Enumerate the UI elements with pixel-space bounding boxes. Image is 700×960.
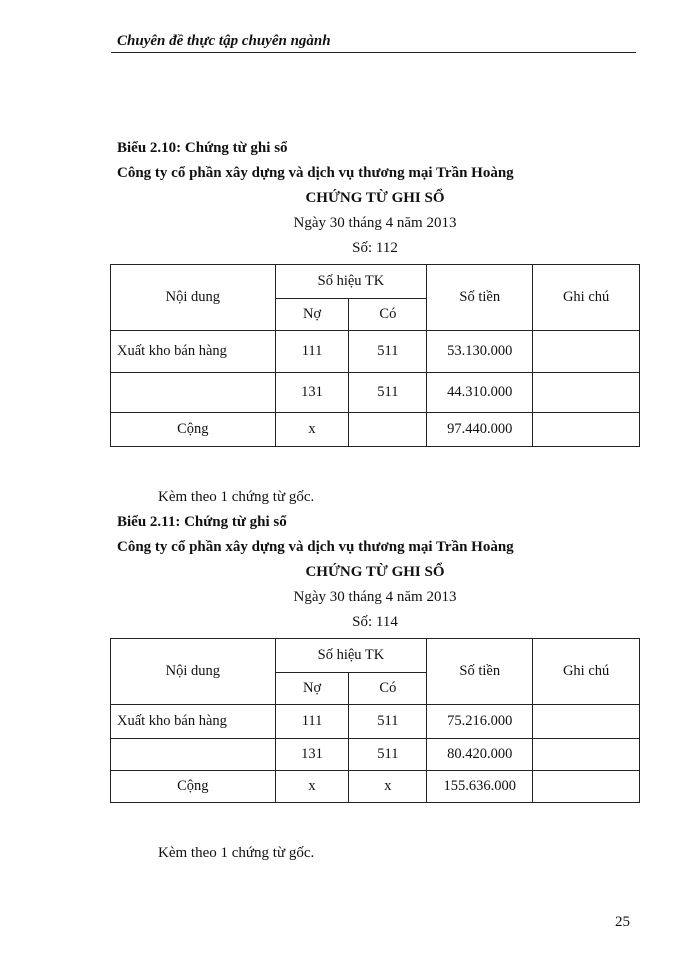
voucher-1-table [110,264,640,447]
voucher-2-number: Số: 114 [352,614,398,630]
col-header-content: Nội dung [111,265,276,331]
voucher-2-table [110,638,640,803]
col-header-debit: Nợ [275,673,349,705]
col-header-account: Số hiệu TK [275,639,427,673]
cell-note [533,331,640,373]
cell-debit: 131 [275,739,349,771]
col-header-debit: Nợ [275,299,349,331]
cell-content [111,373,276,413]
voucher-2-date: Ngày 30 tháng 4 năm 2013 [293,589,457,605]
cell-total-credit [349,413,427,447]
col-header-note: Ghi chú [533,639,640,705]
voucher-2-caption: Biểu 2.11: Chứng từ ghi sổ [117,514,287,530]
cell-total-amount: 155.636.000 [427,771,533,803]
col-header-note: Ghi chú [533,265,640,331]
col-header-amount: Số tiền [427,265,533,331]
cell-total-credit: x [349,771,427,803]
cell-debit: 131 [275,373,349,413]
col-header-content: Nội dung [111,639,276,705]
cell-total-label: Cộng [111,771,276,803]
table-total-row [111,413,640,447]
table-row [111,705,640,739]
voucher-2-title: CHỨNG TỪ GHI SỔ [305,564,445,580]
table-row [111,739,640,771]
cell-content: Xuất kho bán hàng [111,705,276,739]
cell-content: Xuất kho bán hàng [111,331,276,373]
cell-amount: 44.310.000 [427,373,533,413]
cell-note [533,705,640,739]
voucher-1-caption: Biểu 2.10: Chứng từ ghi sổ [117,140,288,156]
table-row [111,373,640,413]
running-header: Chuyên đề thực tập chuyên ngành [117,33,331,49]
cell-total-label: Cộng [111,413,276,447]
cell-credit: 511 [349,705,427,739]
voucher-1-title: CHỨNG TỪ GHI SỔ [305,190,445,206]
table-total-row [111,771,640,803]
voucher-1-attach: Kèm theo 1 chứng từ gốc. [158,489,315,505]
cell-amount: 75.216.000 [427,705,533,739]
cell-debit: 111 [275,705,349,739]
page-number: 25 [615,914,630,930]
col-header-account: Số hiệu TK [275,265,427,299]
voucher-2-attach: Kèm theo 1 chứng từ gốc. [158,845,315,861]
cell-debit: 111 [275,331,349,373]
col-header-credit: Có [349,299,427,331]
voucher-2-company: Công ty cổ phần xây dựng và dịch vụ thương mại Trần Hoàng [117,539,514,555]
cell-total-debit: x [275,413,349,447]
voucher-1-company: Công ty cổ phần xây dựng và dịch vụ thương mại Trần Hoàng [117,165,514,181]
cell-amount: 53.130.000 [427,331,533,373]
cell-amount: 80.420.000 [427,739,533,771]
cell-total-note [533,771,640,803]
header-rule [111,52,636,53]
cell-note [533,739,640,771]
cell-credit: 511 [349,739,427,771]
voucher-1-date: Ngày 30 tháng 4 năm 2013 [293,215,457,231]
cell-total-debit: x [275,771,349,803]
col-header-amount: Số tiền [427,639,533,705]
cell-total-note [533,413,640,447]
cell-credit: 511 [349,373,427,413]
col-header-credit: Có [349,673,427,705]
cell-credit: 511 [349,331,427,373]
table-row [111,331,640,373]
voucher-1-number: Số: 112 [352,240,398,256]
cell-content [111,739,276,771]
cell-note [533,373,640,413]
cell-total-amount: 97.440.000 [427,413,533,447]
